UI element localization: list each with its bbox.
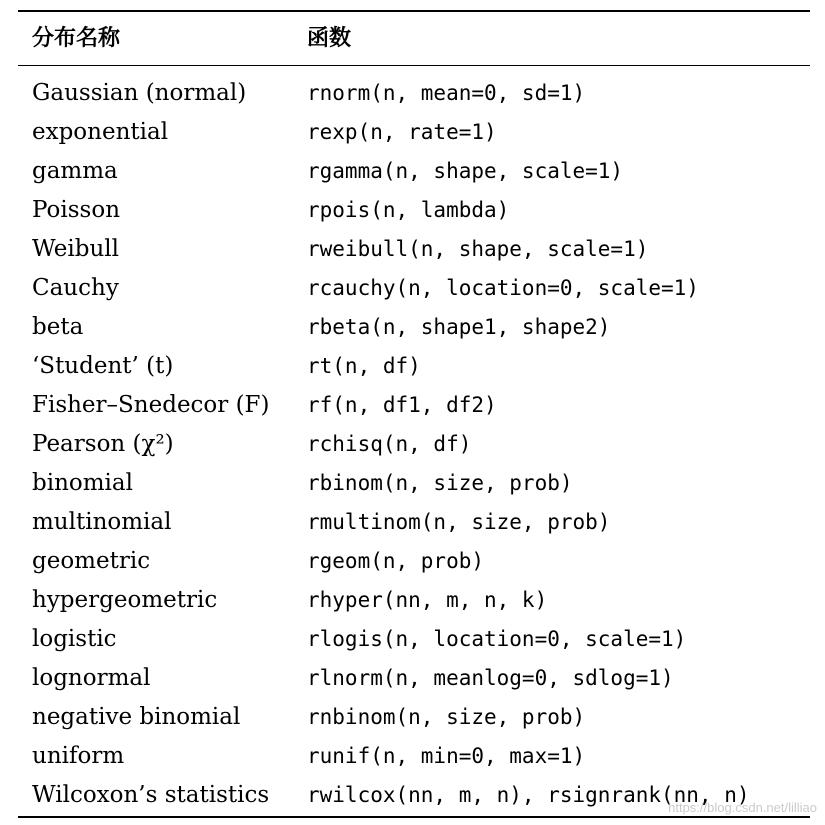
function-signature: rnbinom(n, size, prob) [307, 705, 586, 729]
function-signature: rlogis(n, location=0, scale=1) [307, 627, 687, 651]
table-row [18, 581, 810, 620]
function-signature: rbinom(n, size, prob) [307, 471, 573, 495]
function-signature: rweibull(n, shape, scale=1) [307, 237, 649, 261]
table-row [18, 152, 810, 191]
distribution-name: Cauchy [32, 275, 119, 301]
distribution-name: Pearson (χ²) [32, 431, 174, 457]
distribution-name: Poisson [32, 197, 121, 223]
table-row [18, 737, 810, 776]
distribution-name: ‘Student’ (t) [32, 353, 174, 379]
distribution-name: beta [32, 314, 84, 340]
distribution-name: hypergeometric [32, 587, 218, 613]
watermark: https://blog.csdn.net/lilliao [668, 800, 817, 815]
distribution-name: Wilcoxon’s statistics [32, 782, 270, 808]
table-row [18, 386, 810, 425]
function-signature: rf(n, df1, df2) [307, 393, 497, 417]
table-bottom-rule [18, 816, 810, 818]
function-signature: rt(n, df) [307, 354, 421, 378]
table-row [18, 347, 810, 386]
function-signature: rnorm(n, mean=0, sd=1) [307, 81, 586, 105]
table-row [18, 542, 810, 581]
distribution-name: gamma [32, 158, 118, 184]
function-signature: rgamma(n, shape, scale=1) [307, 159, 624, 183]
distribution-name: Weibull [32, 236, 119, 262]
function-signature: rhyper(nn, m, n, k) [307, 588, 548, 612]
distribution-name: negative binomial [32, 704, 241, 730]
distribution-name: logistic [32, 626, 117, 652]
table-row [18, 191, 810, 230]
function-signature: rlnorm(n, meanlog=0, sdlog=1) [307, 666, 674, 690]
table-row [18, 308, 810, 347]
table-body [18, 74, 810, 815]
table-row [18, 74, 810, 113]
function-signature: rpois(n, lambda) [307, 198, 510, 222]
function-signature: rcauchy(n, location=0, scale=1) [307, 276, 699, 300]
distribution-name: exponential [32, 119, 169, 145]
header-function: 函数 [307, 26, 352, 51]
function-signature: rexp(n, rate=1) [307, 120, 497, 144]
distribution-name: multinomial [32, 509, 172, 535]
function-signature: rchisq(n, df) [307, 432, 472, 456]
table-header-rule [18, 65, 810, 66]
distribution-name: binomial [32, 470, 133, 496]
distribution-name: geometric [32, 548, 151, 574]
table-row [18, 620, 810, 659]
distribution-name: lognormal [32, 665, 151, 691]
function-signature: rbeta(n, shape1, shape2) [307, 315, 611, 339]
distribution-name: Fisher–Snedecor (F) [32, 392, 270, 418]
distribution-name: Gaussian (normal) [32, 80, 247, 106]
table-row [18, 503, 810, 542]
function-signature: rmultinom(n, size, prob) [307, 510, 611, 534]
table-row [18, 230, 810, 269]
table-row [18, 698, 810, 737]
table-row [18, 269, 810, 308]
function-signature: runif(n, min=0, max=1) [307, 744, 586, 768]
table-row [18, 425, 810, 464]
function-signature: rwilcox(nn, m, n), rsignrank(nn, n) [307, 783, 750, 807]
table-row [18, 113, 810, 152]
table-row [18, 464, 810, 503]
table-row [18, 659, 810, 698]
function-signature: rgeom(n, prob) [307, 549, 485, 573]
table-top-rule [18, 10, 810, 12]
distribution-name: uniform [32, 743, 125, 769]
header-distribution-name: 分布名称 [32, 26, 121, 51]
